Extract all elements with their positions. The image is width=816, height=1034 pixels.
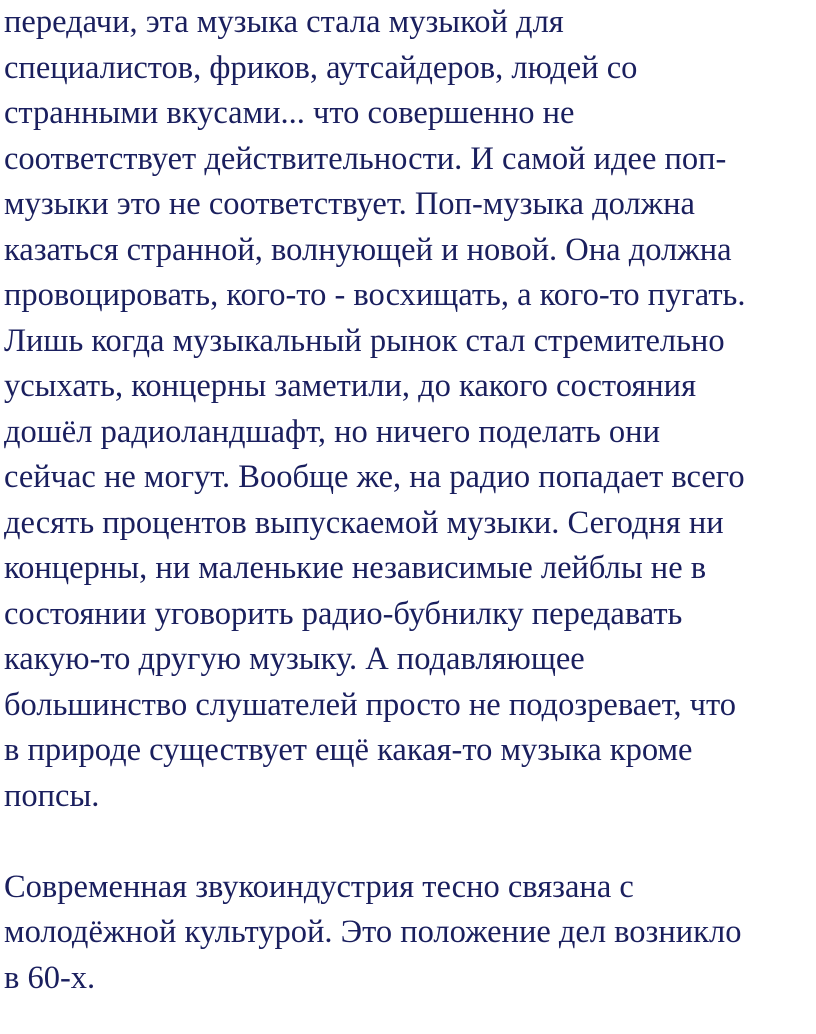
text-line: в 60-х. bbox=[4, 959, 96, 996]
text-line: специалистов, фриков, аутсайдеров, людей со bbox=[4, 49, 638, 86]
text-line: десять процентов выпускаемой музыки. Сегодня ни bbox=[4, 504, 724, 541]
text-line: странными вкусами... что совершенно не bbox=[4, 95, 575, 131]
text-line: Лишь когда музыкальный рынок стал стремительно bbox=[4, 322, 725, 359]
text-line: провоцировать, кого-то - восхищать, а кого-то пугать. bbox=[4, 277, 746, 313]
paragraph-2 bbox=[4, 865, 814, 1002]
text-line: Современная звукоиндустрия тесно связана с bbox=[4, 868, 634, 905]
paragraph-spacer bbox=[4, 819, 814, 865]
text-line: попсы. bbox=[4, 777, 100, 814]
text-line: молодёжной культурой. Это положение дел возникло bbox=[4, 914, 742, 950]
text-line: дошёл радиоландшафт, но ничего поделать они bbox=[4, 413, 660, 450]
paragraph-1 bbox=[4, 0, 814, 819]
text-line: концерны, ни маленькие независимые лейблы не в bbox=[4, 550, 707, 586]
text-line: усыхать, концерны заметили, до какого состояния bbox=[4, 368, 697, 404]
text-line: какую-то другую музыку. А подавляющее bbox=[4, 641, 585, 677]
text-line: сейчас не могут. Вообще же, на радио попадает всего bbox=[4, 459, 745, 495]
text-line: музыки это не соответствует. Поп-музыка должна bbox=[4, 186, 695, 222]
document-page bbox=[4, 0, 814, 1001]
text-line: соответствует действительности. И самой идее поп- bbox=[4, 140, 727, 177]
text-line: состоянии уговорить радио-бубнилку передавать bbox=[4, 595, 683, 632]
text-line: большинство слушателей просто не подозревает, что bbox=[4, 686, 736, 723]
text-line: казаться странной, волнующей и новой. Она должна bbox=[4, 231, 732, 268]
text-line: в природе существует ещё какая-то музыка кроме bbox=[4, 732, 693, 768]
text-line: передачи, эта музыка стала музыкой для bbox=[4, 4, 564, 40]
